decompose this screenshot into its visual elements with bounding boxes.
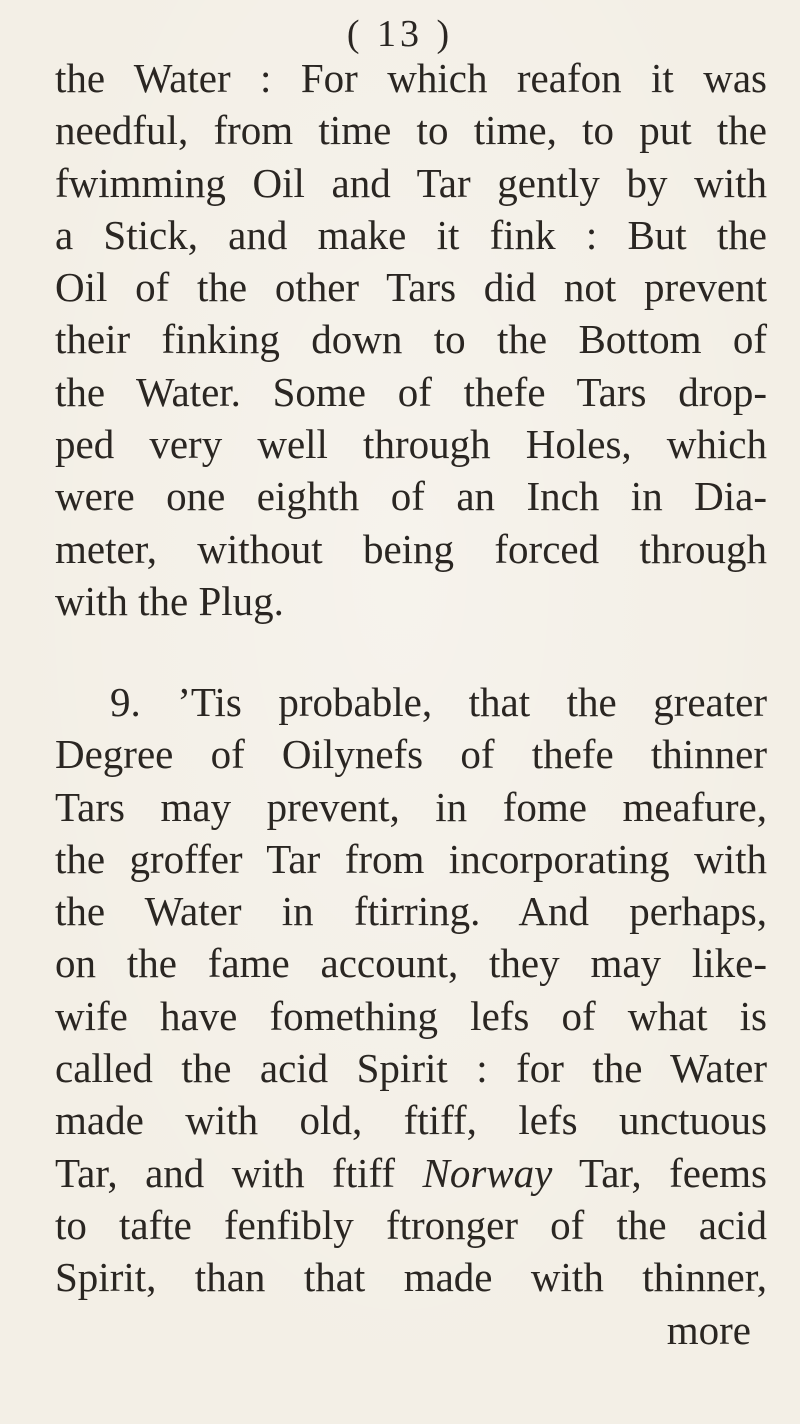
text-line: on the fame account, they may like-: [55, 940, 767, 987]
text-line: made with old, ftiff, lefs unctuous: [55, 1097, 767, 1144]
text-line: 9. ’Tis probable, that the greater: [110, 679, 767, 725]
paragraph-2: [55, 676, 767, 1356]
text-line: wife have fomething lefs of what is: [55, 992, 767, 1039]
text-line: to tafte fenfibly ftronger of the acid: [55, 1201, 767, 1248]
text-line: were one eighth of an Inch in Dia-: [55, 473, 767, 520]
italic-word: Norway: [422, 1149, 553, 1196]
text-line: the Water. Some of thefe Tars drop-: [55, 368, 767, 415]
text-line-with-italic: [55, 1147, 767, 1199]
text-line: Degree of Oilynefs of thefe thinner: [55, 731, 767, 778]
text-line: with the Plug.: [55, 577, 284, 624]
text-line: a Stick, and make it fink : But the: [55, 211, 767, 258]
text-line: fwimming Oil and Tar gently by with: [55, 159, 767, 206]
text-line: Spirit, than that made with thinner,: [55, 1254, 767, 1301]
page-number-header: ( 13 ): [346, 13, 454, 55]
text-line: Oil of the other Tars did not prevent: [55, 264, 767, 311]
text-line: their finking down to the Bottom of: [55, 316, 767, 363]
text-fragment: Tar, feems: [552, 1149, 768, 1196]
text-line: needful, from time to time, to put the: [55, 107, 767, 154]
text-line: the groffer Tar from incorporating with: [55, 835, 767, 882]
text-line: meter, without being forced through: [55, 525, 767, 572]
text-line: the Water : For which reafon it was: [55, 55, 767, 101]
text-line: called the acid Spirit : for the Water: [55, 1045, 767, 1092]
text-fragment: Tar, and with ftiff: [55, 1149, 423, 1196]
paragraph-1: [55, 52, 767, 627]
text-line: the Water in ftirring. And perhaps,: [55, 888, 767, 935]
text-line: ped very well through Holes, which: [55, 421, 767, 468]
text-line: Tars may prevent, in fome meafure,: [55, 783, 767, 830]
catchword: more: [666, 1306, 751, 1353]
